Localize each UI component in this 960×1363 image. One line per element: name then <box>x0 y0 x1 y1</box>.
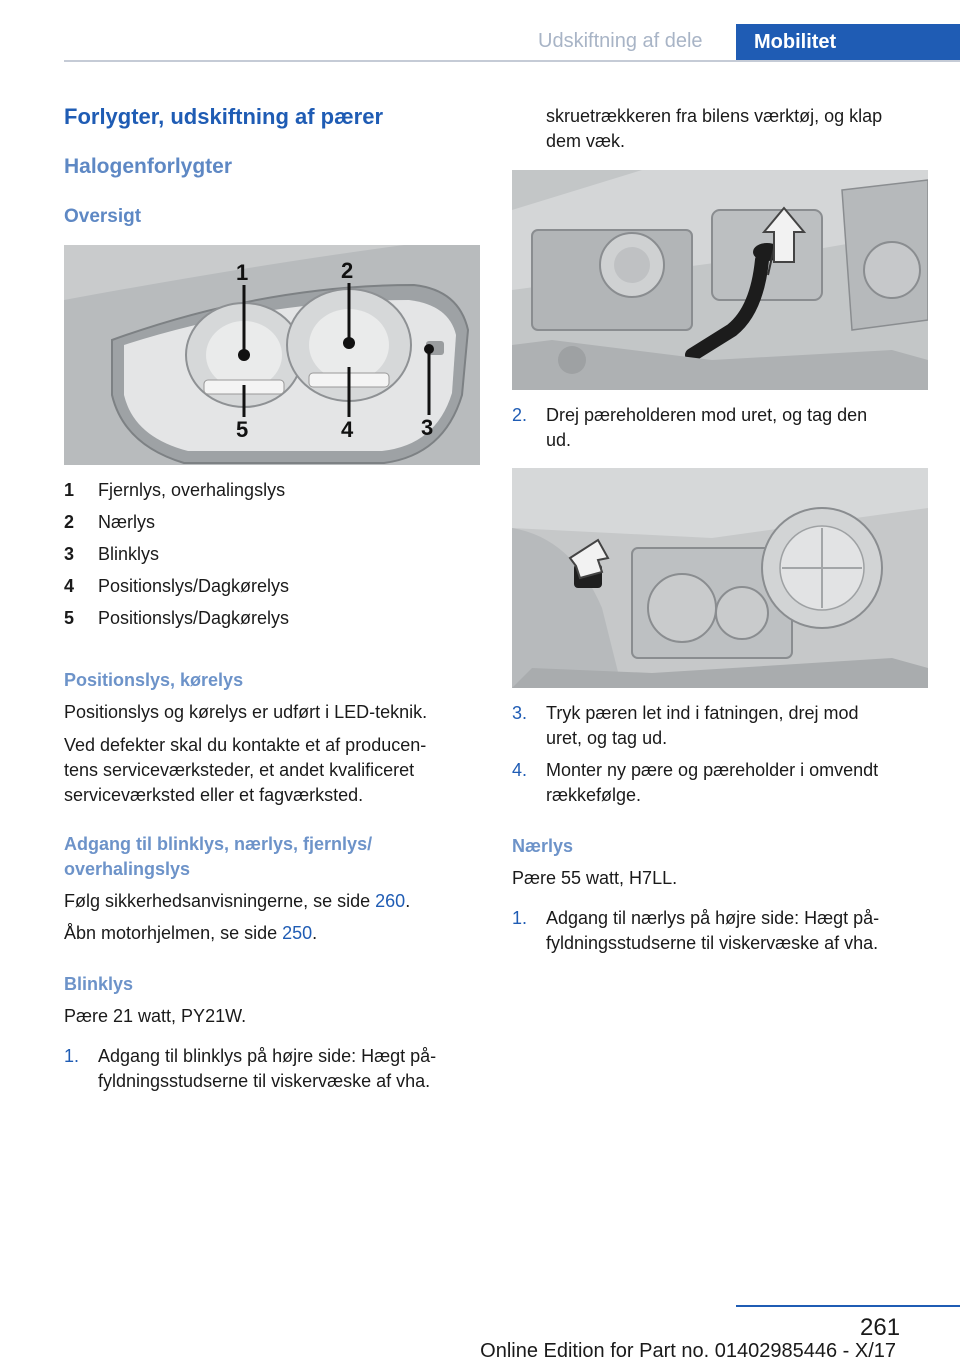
low-beam-bulb: Pære 55 watt, H7LL. <box>512 868 678 888</box>
headlight-illustration <box>64 245 480 465</box>
position-lights-heading: Positionslys, kørelys <box>64 670 244 690</box>
header-section-tab: Udskiftning af dele <box>538 30 703 52</box>
legend-text: Fjernlys, overhalingslys <box>98 480 286 500</box>
turn-signal-heading: Blinklys <box>64 974 134 994</box>
callout-4: 4 <box>341 417 354 442</box>
safety-reference: Følg sikkerhedsanvisningerne, se side 260. <box>64 891 411 911</box>
legend-number: 5 <box>64 608 75 628</box>
page-number: 261 <box>860 1314 901 1341</box>
callout-5: 5 <box>236 417 249 442</box>
legend-number: 3 <box>64 544 75 564</box>
defect-note-line: serviceværksted eller et fagværksted. <box>64 785 364 805</box>
header-chapter-tab: Mobilitet <box>736 24 960 62</box>
edition-note: Online Edition for Part no. 01402985446 - X/17 <box>480 1340 896 1362</box>
legend-number: 2 <box>64 512 75 532</box>
legend-number: 1 <box>64 480 75 500</box>
page-title: Forlygter, udskiftning af pærer <box>64 104 384 129</box>
step-text: Adgang til blinklys på højre side: Hægt på- fyldningsstudserne til viskervæske af vha. <box>98 1046 437 1091</box>
turn-signal-bulb: Pære 21 watt, PY21W. <box>64 1006 247 1026</box>
header-rule <box>64 60 960 62</box>
page-260-link[interactable]: 260 <box>375 891 406 911</box>
step-text: Monter ny pære og pæreholder i omvendt rækkefølge. <box>546 760 879 805</box>
step-number: 2. <box>512 405 528 425</box>
step-number: 1. <box>64 1046 80 1066</box>
step-number: 3. <box>512 703 528 723</box>
access-heading <box>64 832 372 882</box>
legend-number: 4 <box>64 576 75 596</box>
washer-filler-figure <box>512 170 928 390</box>
hood-reference: Åbn motorhjelmen, se side 250. <box>64 923 318 943</box>
legend-text: Positionslys/Dagkørelys <box>98 608 290 628</box>
overview-heading: Oversigt <box>64 206 142 227</box>
callout-2: 2 <box>341 258 354 283</box>
low-beam-heading: Nærlys <box>512 836 574 856</box>
position-lights-text: Positionslys og kørelys er udført i LED-teknik. <box>64 702 428 722</box>
step-1-continuation: skruetrækkeren fra bilens værktøj, og klap dem væk. <box>546 106 883 151</box>
section-subtitle: Halogenforlygter <box>64 155 233 178</box>
step-number: 4. <box>512 760 528 780</box>
step-number: 1. <box>512 908 528 928</box>
access-heading-line: Adgang til blinklys, nærlys, fjernlys/ <box>64 834 373 854</box>
bulb-holder-figure <box>512 468 928 688</box>
page-250-link[interactable]: 250 <box>282 923 313 943</box>
footer-rule <box>736 1305 960 1307</box>
legend-text: Blinklys <box>98 544 160 564</box>
step-text: Tryk pæren let ind i fatningen, drej mod uret, og tag ud. <box>546 703 859 748</box>
bulb-holder-illustration <box>512 468 928 688</box>
defect-note <box>64 733 426 808</box>
callout-1: 1 <box>236 260 249 285</box>
headlight-overview-figure <box>64 245 480 465</box>
callout-3: 3 <box>421 415 434 440</box>
access-heading-line: overhalingslys <box>64 859 191 879</box>
engine-bay-illustration <box>512 170 928 390</box>
defect-note-line: tens serviceværksteder, et andet kvalificeret <box>64 760 415 780</box>
step-text: Adgang til nærlys på højre side: Hægt på- fyldningsstudserne til viskervæske af vha. <box>546 908 880 953</box>
legend-text: Positionslys/Dagkørelys <box>98 576 290 596</box>
step-text: Drej pæreholderen mod uret, og tag den ud. <box>546 405 868 450</box>
legend-text: Nærlys <box>98 512 155 532</box>
defect-note-line: Ved defekter skal du kontakte et af producen- <box>64 735 427 755</box>
